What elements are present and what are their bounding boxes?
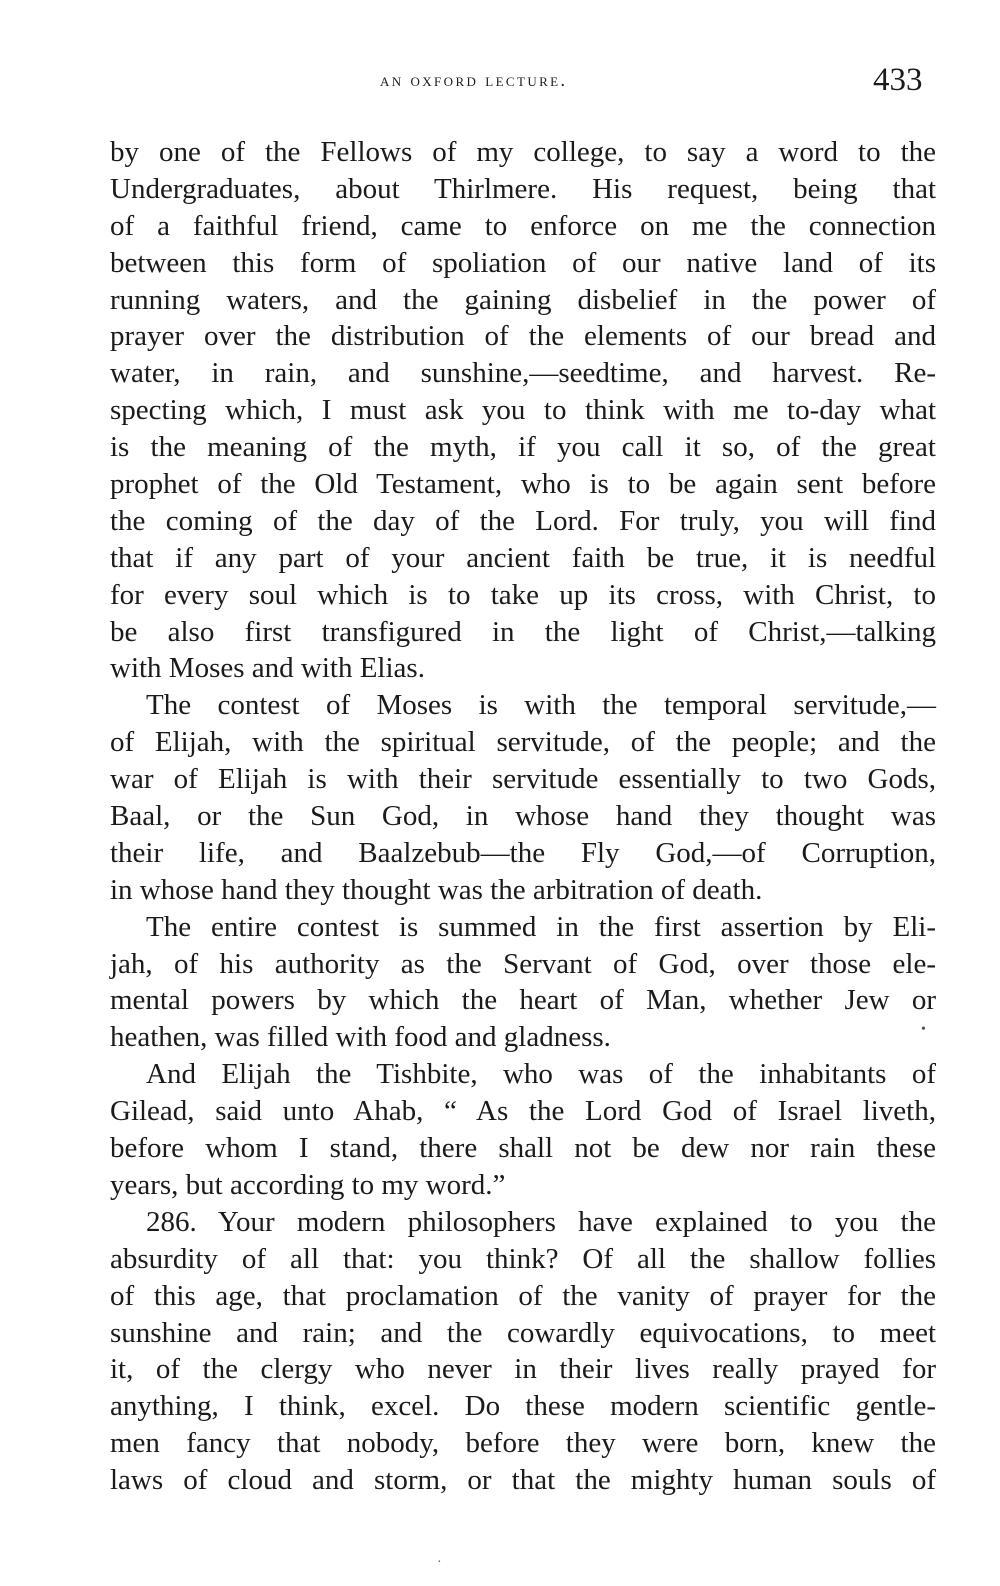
- text-line: anything, I think, excel. Do these modern scientific gentle-: [110, 1390, 936, 1423]
- text-line: in whose hand they thought was the arbitration of death.: [110, 873, 763, 906]
- text-line: with Moses and with Elias.: [110, 652, 425, 685]
- text-line: the coming of the day of the Lord. For truly, you will find: [110, 504, 936, 537]
- paragraph: [110, 1056, 936, 1204]
- text-line: And Elijah the Tishbite, who was of the inhabitants of: [146, 1058, 936, 1091]
- page-number: 433: [873, 62, 923, 98]
- text-line: their life, and Baalzebub—the Fly God,—of Corruption,: [110, 836, 936, 869]
- text-line: between this form of spoliation of our native land of its: [110, 246, 936, 279]
- text-line: war of Elijah is with their servitude essentially to two Gods,: [110, 763, 936, 796]
- text-line: prayer over the distribution of the elements of our bread and: [110, 320, 936, 353]
- running-head: [0, 62, 1000, 98]
- text-line: of Elijah, with the spiritual servitude, of the people; and the: [110, 726, 936, 759]
- text-line: before whom I stand, there shall not be dew nor rain these: [110, 1132, 936, 1165]
- text-line: The entire contest is summed in the first assertion by Eli-: [146, 910, 936, 943]
- text-line: water, in rain, and sunshine,—seedtime, and harvest. Re-: [110, 357, 936, 390]
- paragraph: [110, 909, 936, 1057]
- text-line: men fancy that nobody, before they were born, knew the: [110, 1427, 936, 1460]
- text-line: for every soul which is to take up its cross, with Christ, to: [110, 578, 936, 611]
- text-line: is the meaning of the myth, if you call it so, of the great: [110, 431, 936, 464]
- text-line: by one of the Fellows of my college, to say a word to the: [110, 136, 936, 168]
- text-line: of this age, that proclamation of the vanity of prayer for the: [110, 1279, 936, 1312]
- text-line: absurdity of all that: you think? Of all the shallow follies: [110, 1242, 936, 1275]
- print-speck: ·: [437, 1555, 442, 1570]
- print-speck: •: [921, 1022, 926, 1037]
- paragraph: [110, 134, 936, 687]
- paragraph: [110, 687, 936, 908]
- text-line: of a faithful friend, came to enforce on me the connection: [110, 209, 936, 242]
- text-line: 286. Your modern philosophers have explained to you the: [146, 1205, 936, 1238]
- text-line: running waters, and the gaining disbelief in the power of: [110, 283, 936, 316]
- text-line: that if any part of your ancient faith be true, it is needful: [110, 541, 936, 574]
- text-line: years, but according to my word.”: [110, 1168, 506, 1201]
- paragraph: [110, 1204, 936, 1499]
- text-line: jah, of his authority as the Servant of God, over those ele-: [110, 947, 936, 980]
- text-line: Gilead, said unto Ahab, “ As the Lord God of Israel liveth,: [110, 1095, 936, 1128]
- text-line: specting which, I must ask you to think with me to-day what: [110, 394, 936, 427]
- text-line: heathen, was filled with food and gladness.: [110, 1021, 611, 1054]
- text-line: The contest of Moses is with the temporal servitude,—: [146, 689, 936, 722]
- text-line: sunshine and rain; and the cowardly equivocations, to meet: [110, 1316, 936, 1349]
- text-line: laws of cloud and storm, or that the mighty human souls of: [110, 1464, 936, 1497]
- text-line: Baal, or the Sun God, in whose hand they thought was: [110, 800, 936, 833]
- text-line: prophet of the Old Testament, who is to be again sent before: [110, 468, 936, 501]
- text-body: [110, 134, 936, 1499]
- text-line: be also first transfigured in the light of Christ,—talking: [110, 615, 936, 648]
- running-title: an oxford lecture.: [380, 70, 568, 90]
- text-line: mental powers by which the heart of Man, whether Jew or: [110, 984, 936, 1017]
- text-line: Undergraduates, about Thirlmere. His request, being that: [110, 172, 936, 205]
- text-line: it, of the clergy who never in their lives really prayed for: [110, 1353, 936, 1386]
